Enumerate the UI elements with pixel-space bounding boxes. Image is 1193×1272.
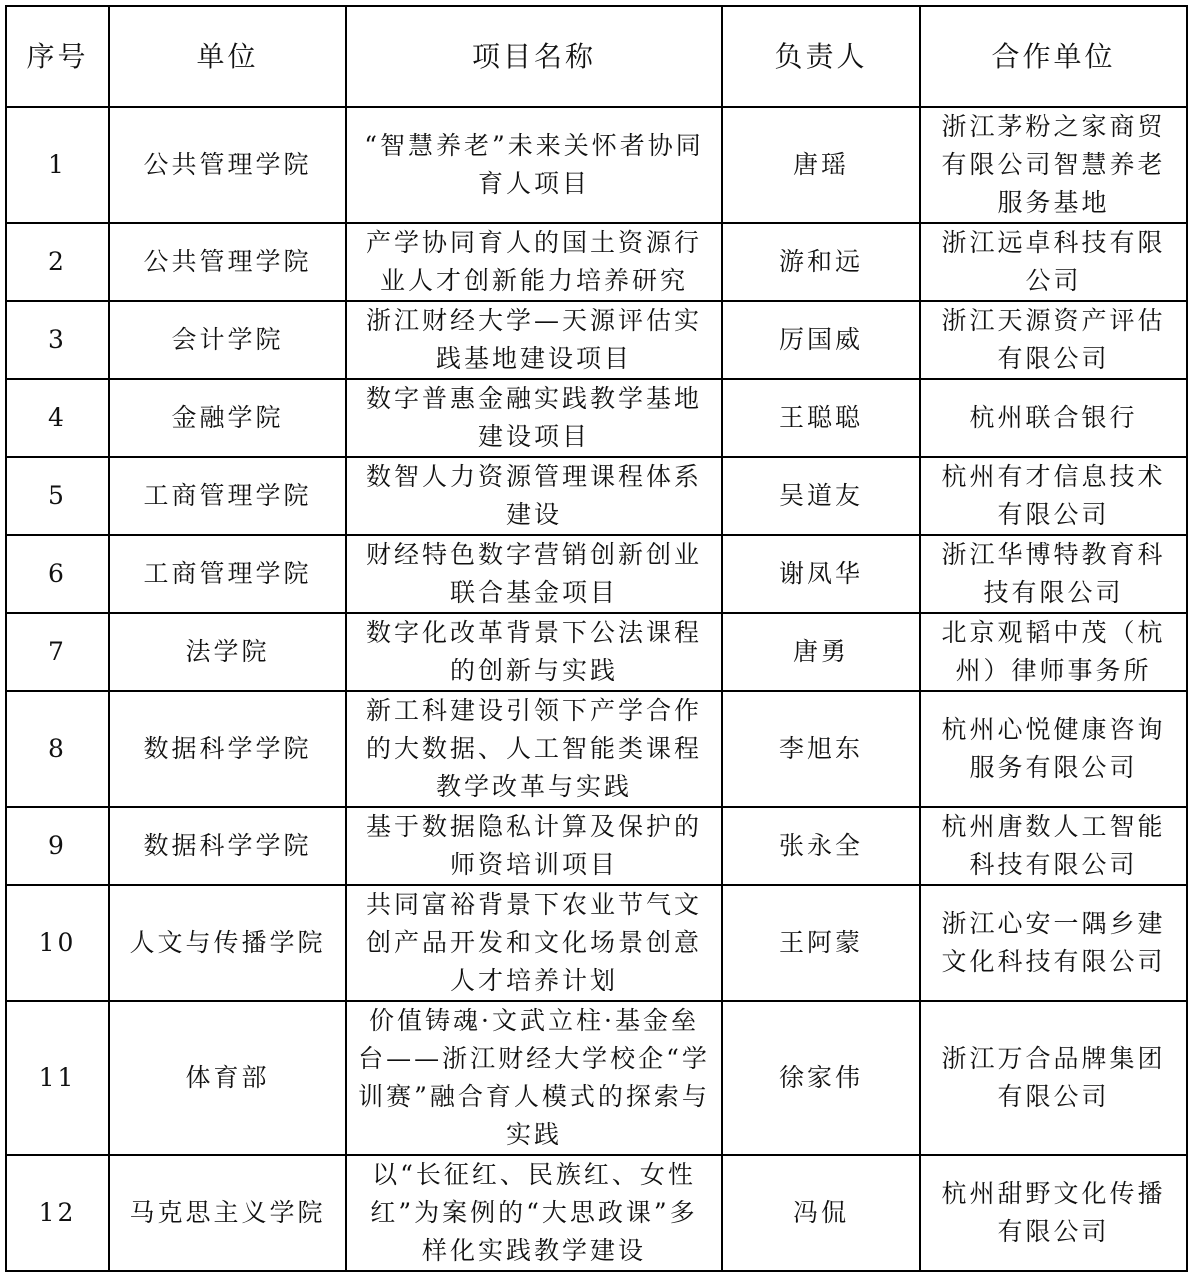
cell-no: 2 <box>6 223 109 301</box>
cell-project: 数字普惠金融实践教学基地建设项目 <box>346 379 722 457</box>
cell-partner: 浙江万合品牌集团有限公司 <box>920 1001 1187 1155</box>
header-row <box>6 6 1187 107</box>
cell-owner: 徐家伟 <box>722 1001 920 1155</box>
cell-owner: 李旭东 <box>722 691 920 807</box>
table-row <box>6 379 1187 457</box>
cell-partner: 杭州甜野文化传播有限公司 <box>920 1155 1187 1271</box>
cell-unit: 数据科学学院 <box>109 807 346 885</box>
cell-project: “智慧养老”未来关怀者协同育人项目 <box>346 107 722 223</box>
cell-unit: 人文与传播学院 <box>109 885 346 1001</box>
cell-unit: 数据科学学院 <box>109 691 346 807</box>
table-row <box>6 885 1187 1001</box>
header-partner: 合作单位 <box>920 6 1187 107</box>
cell-no: 3 <box>6 301 109 379</box>
table-row <box>6 223 1187 301</box>
cell-owner: 王阿蒙 <box>722 885 920 1001</box>
cell-project: 浙江财经大学—天源评估实践基地建设项目 <box>346 301 722 379</box>
project-table <box>5 5 1188 1272</box>
cell-unit: 公共管理学院 <box>109 107 346 223</box>
table-row <box>6 1001 1187 1155</box>
cell-owner: 厉国威 <box>722 301 920 379</box>
cell-no: 11 <box>6 1001 109 1155</box>
cell-project: 新工科建设引领下产学合作的大数据、人工智能类课程教学改革与实践 <box>346 691 722 807</box>
cell-partner: 杭州有才信息技术有限公司 <box>920 457 1187 535</box>
cell-project: 数字化改革背景下公法课程的创新与实践 <box>346 613 722 691</box>
table-row <box>6 1155 1187 1271</box>
cell-project: 产学协同育人的国土资源行业人才创新能力培养研究 <box>346 223 722 301</box>
cell-no: 9 <box>6 807 109 885</box>
cell-project: 数智人力资源管理课程体系建设 <box>346 457 722 535</box>
cell-unit: 公共管理学院 <box>109 223 346 301</box>
cell-unit: 工商管理学院 <box>109 535 346 613</box>
cell-project: 以“长征红、民族红、女性红”为案例的“大思政课”多样化实践教学建设 <box>346 1155 722 1271</box>
table-header <box>6 6 1187 107</box>
cell-partner: 浙江华博特教育科技有限公司 <box>920 535 1187 613</box>
cell-owner: 游和远 <box>722 223 920 301</box>
cell-no: 12 <box>6 1155 109 1271</box>
cell-owner: 唐勇 <box>722 613 920 691</box>
table-row <box>6 807 1187 885</box>
cell-project: 价值铸魂·文武立柱·基金垒台——浙江财经大学校企“学训赛”融合育人模式的探索与实践 <box>346 1001 722 1155</box>
cell-no: 7 <box>6 613 109 691</box>
cell-no: 10 <box>6 885 109 1001</box>
cell-partner: 浙江远卓科技有限公司 <box>920 223 1187 301</box>
table-row <box>6 613 1187 691</box>
table-row <box>6 457 1187 535</box>
cell-unit: 金融学院 <box>109 379 346 457</box>
cell-unit: 体育部 <box>109 1001 346 1155</box>
header-no: 序号 <box>6 6 109 107</box>
cell-project: 基于数据隐私计算及保护的师资培训项目 <box>346 807 722 885</box>
cell-partner: 北京观韬中茂（杭州）律师事务所 <box>920 613 1187 691</box>
cell-no: 6 <box>6 535 109 613</box>
cell-owner: 张永全 <box>722 807 920 885</box>
cell-partner: 浙江天源资产评估有限公司 <box>920 301 1187 379</box>
cell-partner: 杭州唐数人工智能科技有限公司 <box>920 807 1187 885</box>
cell-unit: 马克思主义学院 <box>109 1155 346 1271</box>
cell-owner: 谢凤华 <box>722 535 920 613</box>
cell-partner: 浙江心安一隅乡建文化科技有限公司 <box>920 885 1187 1001</box>
cell-owner: 吴道友 <box>722 457 920 535</box>
cell-no: 4 <box>6 379 109 457</box>
cell-project: 共同富裕背景下农业节气文创产品开发和文化场景创意人才培养计划 <box>346 885 722 1001</box>
cell-project: 财经特色数字营销创新创业联合基金项目 <box>346 535 722 613</box>
cell-partner: 杭州联合银行 <box>920 379 1187 457</box>
table-row <box>6 691 1187 807</box>
cell-no: 8 <box>6 691 109 807</box>
cell-unit: 法学院 <box>109 613 346 691</box>
cell-owner: 王聪聪 <box>722 379 920 457</box>
cell-no: 5 <box>6 457 109 535</box>
table-row <box>6 107 1187 223</box>
cell-partner: 浙江茅粉之家商贸有限公司智慧养老服务基地 <box>920 107 1187 223</box>
cell-owner: 唐瑶 <box>722 107 920 223</box>
cell-no: 1 <box>6 107 109 223</box>
table-body <box>6 107 1187 1271</box>
cell-owner: 冯侃 <box>722 1155 920 1271</box>
cell-unit: 工商管理学院 <box>109 457 346 535</box>
header-owner: 负责人 <box>722 6 920 107</box>
header-unit: 单位 <box>109 6 346 107</box>
table-row <box>6 535 1187 613</box>
cell-unit: 会计学院 <box>109 301 346 379</box>
cell-partner: 杭州心悦健康咨询服务有限公司 <box>920 691 1187 807</box>
table-row <box>6 301 1187 379</box>
header-project: 项目名称 <box>346 6 722 107</box>
